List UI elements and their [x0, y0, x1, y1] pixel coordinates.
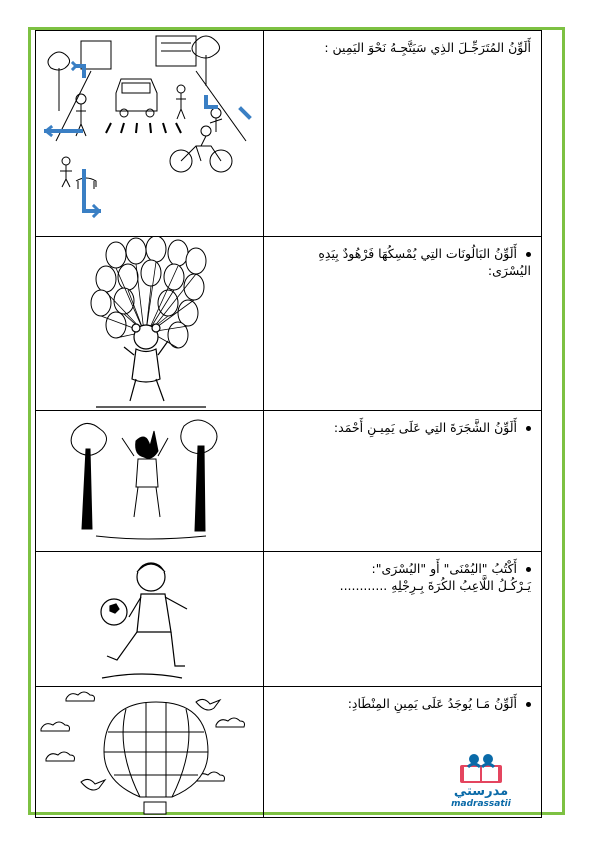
madrassatii-logo: [441, 751, 521, 809]
book-children-icon: [456, 751, 506, 785]
football-player-image: [36, 552, 264, 687]
question-cell: [264, 237, 542, 411]
question-3-text: أَلَوِّنُ الشَّجَرَةَ التِي عَلَى يَمِيـنِ أَحْمَد:: [333, 420, 517, 435]
question-row: [36, 31, 542, 237]
worksheet-table: [35, 30, 542, 818]
question-1-text: أَلَوِّنُ المُتَرَجِّـلَ الذِي سَيَتَّجِـهُ نَحْوَ اليَمِين :: [324, 40, 531, 55]
balloons-image: [36, 237, 264, 411]
street-scene-image: [36, 31, 264, 237]
question-row: [36, 237, 542, 411]
question-2-text-line2: اليُسْرَى:: [487, 263, 531, 278]
question-4-text: أَكْتُبُ "اليُمْنَى" أَو "اليُسْرَى":: [371, 561, 517, 576]
question-1: [264, 31, 541, 56]
question-4-text-line2: يَـرْكُـلُ اللَّاعِبُ الكُرَةَ بِـرِجْلِهِ ............: [339, 578, 531, 593]
bullet-icon: [526, 702, 531, 707]
question-row: [36, 552, 542, 687]
bullet-icon: [526, 252, 531, 257]
hot-air-balloon-image: [36, 687, 264, 818]
question-2-text: أَلَوِّنُ البَالُونَات التِي يُمْسِكُهَا فَرْهُودٌ بِيَدِهِ: [318, 246, 517, 261]
trees-boy-image: [36, 411, 264, 552]
logo-latin-text: madrassatii: [451, 799, 511, 809]
bullet-icon: [526, 567, 531, 572]
question-cell: [264, 31, 542, 237]
question-row: [36, 687, 542, 818]
question-2: [264, 237, 541, 279]
question-5: [264, 687, 541, 712]
logo-arabic-text: مدرستي: [453, 784, 509, 799]
question-row: [36, 411, 542, 552]
question-cell: [264, 411, 542, 552]
question-4: [264, 552, 541, 594]
bullet-icon: [526, 426, 531, 431]
question-5-text: أَلَوِّنُ مَـا يُوجَدُ عَلَى يَمِينِ المِنْطَادِ:: [347, 696, 517, 711]
question-cell: [264, 687, 542, 818]
question-cell: [264, 552, 542, 687]
question-3: [264, 411, 541, 436]
